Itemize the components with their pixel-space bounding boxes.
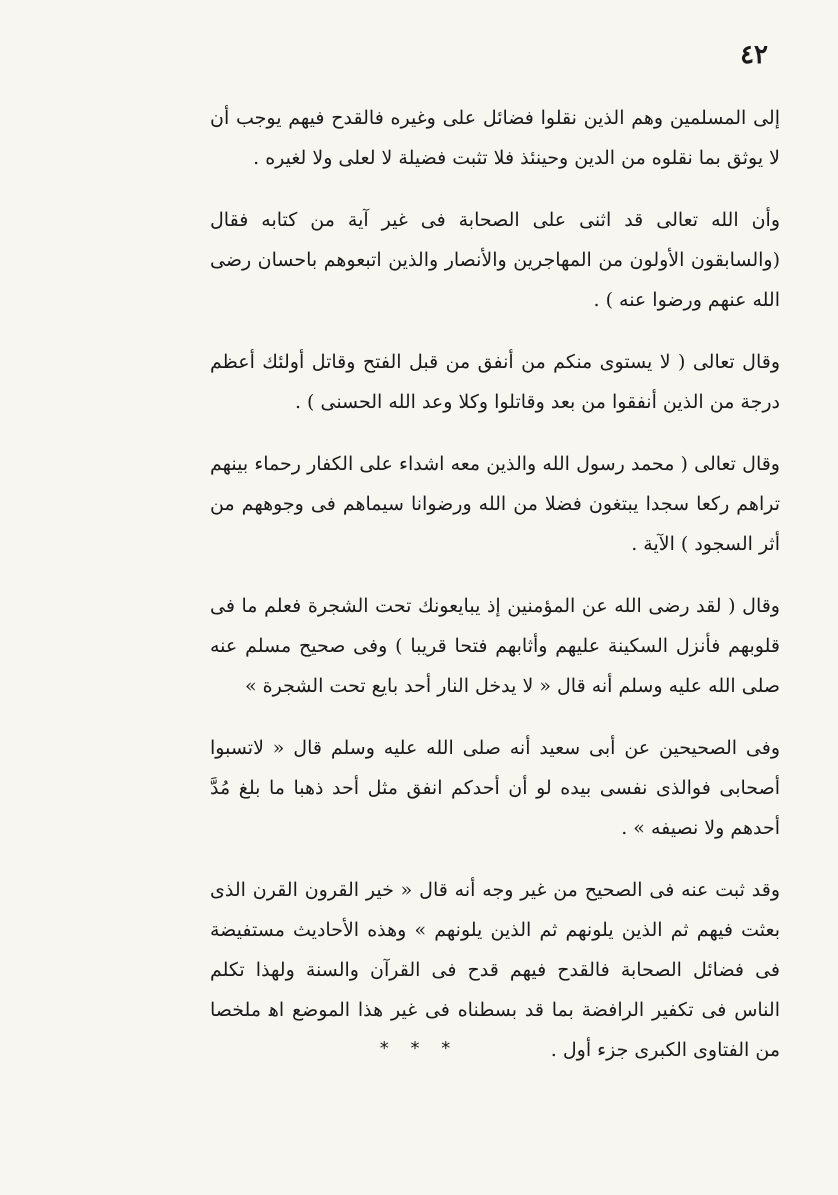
paragraph: وفى الصحيحين عن أبى سعيد أنه صلى الله عليه وسلم قال « لاتسبوا أصحابى فوالذى نفسى بيده لو أن أحدكم انفق مثل أحد ذهبا ما بلغ مُدَّ أحدهم ولا نصيفه » . bbox=[210, 737, 780, 839]
section-separator: * * * bbox=[379, 1038, 459, 1059]
paragraph: وقال تعالى ( محمد رسول الله والذين معه اشداء على الكفار رحماء بينهم تراهم ركعا سجدا يبتغون فضلا من الله ورضوانا سيماهم فى وجوههم من أثر السجود ) الآية . bbox=[210, 453, 780, 555]
body-text bbox=[210, 98, 780, 1092]
paragraph: وقال ( لقد رضى الله عن المؤمنين إذ يبايعونك تحت الشجرة فعلم ما فى قلوبهم فأنزل السكينة عليهم وأثابهم فتحا قريبا ) وفى صحيح مسلم عنه صلى الله عليه وسلم أنه قال « لا يدخل النار أحد بايع تحت الشجرة » bbox=[210, 595, 780, 697]
paragraph: وقد ثبت عنه فى الصحيح من غير وجه أنه قال « خير القرون القرن الذى بعثت فيهم ثم الذين يلونهم ثم الذين يلونهم » وهذه الأحاديث مستفيضة فى فضائل الصحابة فالقدح فيهم قدح فى القرآن والسنة ولهذا تكلم الناس فى تكفير الرافضة بما قد بسطناه فى غير هذا الموضع اﻫ ملخصا من الفتاوى الكبرى جزء أول . bbox=[210, 879, 780, 1061]
paragraph: وأن الله تعالى قد اثنى على الصحابة فى غير آية من كتابه فقال (والسابقون الأولون من المهاجرين والأنصار والذين اتبعوهم باحسان رضى الله عنهم ورضوا عنه ) . bbox=[210, 209, 780, 311]
paragraph: وقال تعالى ( لا يستوى منكم من أنفق من قبل الفتح وقاتل أولئك أعظم درجة من الذين أنفقوا من بعد وقاتلوا وكلا وعد الله الحسنى ) . bbox=[210, 351, 780, 413]
page-number: ٤٢ bbox=[740, 40, 768, 70]
paragraph: إلى المسلمين وهم الذين نقلوا فضائل على وغيره فالقدح فيهم يوجب أن لا يوثق بما نقلوه من الدين وحينئذ فلا تثبت فضيلة لا لعلى ولا لغيره . bbox=[210, 107, 780, 169]
